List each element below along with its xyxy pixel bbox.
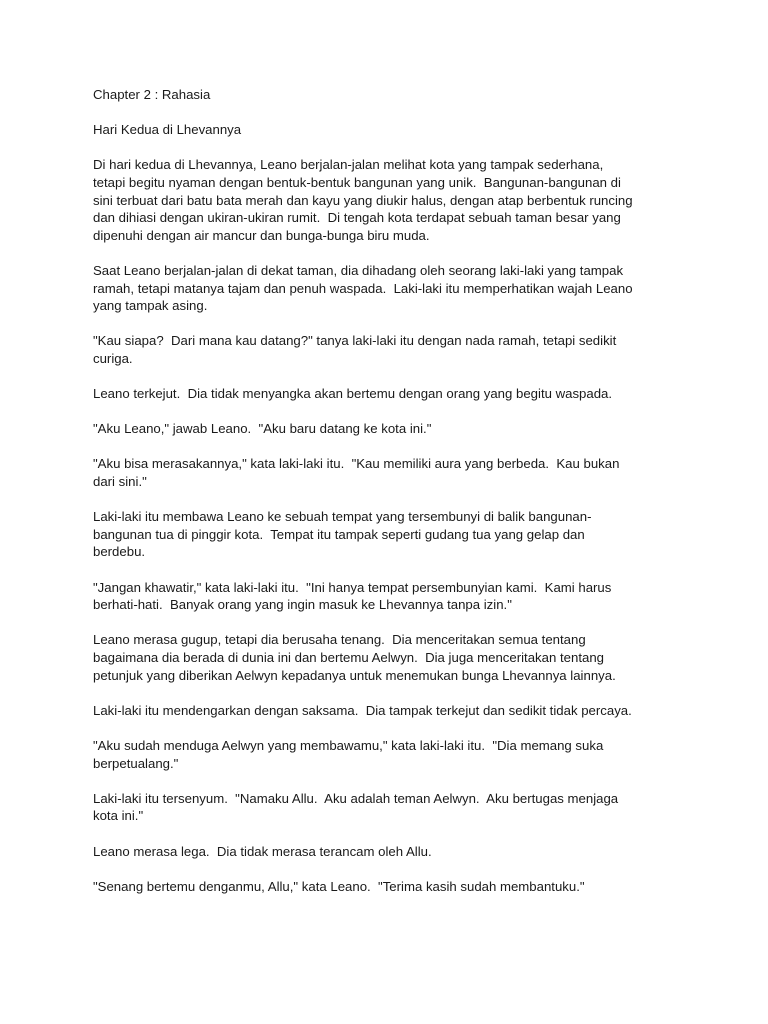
- paragraph: [93, 332, 693, 367]
- paragraph: [93, 702, 693, 720]
- paragraph-line: "Senang bertemu denganmu, Allu," kata Leano. "Terima kasih sudah membantuku.": [93, 878, 585, 894]
- paragraph-line: "Aku bisa merasakannya," kata laki-laki itu. "Kau memiliki aura yang berbeda. Kau bukan: [93, 456, 620, 472]
- paragraph-line: Di hari kedua di Lhevannya, Leano berjalan-jalan melihat kota yang tampak sederhana,: [93, 157, 604, 173]
- paragraph-line: Leano merasa lega. Dia tidak merasa terancam oleh Allu.: [93, 843, 432, 859]
- paragraph-line: bagaimana dia berada di dunia ini dan bertemu Aelwyn. Dia juga menceritakan tentang: [93, 650, 604, 665]
- paragraph-line: ramah, tetapi matanya tajam dan penuh waspada. Laki-laki itu memperhatikan wajah Leano: [93, 280, 633, 296]
- paragraph-line: bangunan tua di pinggir kota. Tempat itu tampak seperti gudang tua yang gelap dan: [93, 526, 585, 542]
- paragraph-line: dipenuhi dengan air mancur dan bunga-bunga biru muda.: [93, 227, 430, 243]
- paragraph: [93, 737, 693, 772]
- paragraph: [93, 508, 693, 561]
- paragraph-line: Laki-laki itu membawa Leano ke sebuah tempat yang tersembunyi di balik bangunan-: [93, 509, 592, 525]
- paragraph: [93, 156, 693, 244]
- paragraph: [93, 579, 693, 614]
- paragraph-line: "Aku Leano," jawab Leano. "Aku baru datang ke kota ini.": [93, 421, 432, 437]
- paragraph-line: Saat Leano berjalan-jalan di dekat taman, dia dihadang oleh seorang laki-laki yang tampak: [93, 262, 624, 278]
- paragraph-line: Laki-laki itu tersenyum. "Namaku Allu. Aku adalah teman Aelwyn. Aku bertugas menjaga: [93, 790, 619, 806]
- paragraph-line: Leano terkejut. Dia tidak menyangka akan bertemu dengan orang yang begitu waspada.: [93, 386, 613, 402]
- chapter-title: Chapter 2 : Rahasia: [93, 87, 211, 102]
- paragraph: [93, 843, 693, 861]
- paragraph-line: berpetualang.": [93, 755, 179, 771]
- paragraph: [93, 455, 693, 490]
- paragraph: [93, 790, 693, 825]
- paragraph-line: sini terbuat dari batu bata merah dan kayu yang diukir halus, dengan atap berbentuk runcing: [93, 192, 633, 208]
- paragraph-line: "Jangan khawatir," kata laki-laki itu. "Ini hanya tempat persembunyian kami. Kami harus: [93, 579, 612, 595]
- paragraph: [93, 385, 693, 403]
- paragraph-line: petunjuk yang diberikan Aelwyn kepadanya untuk menemukan bunga Lhevannya lainnya.: [93, 667, 616, 683]
- paragraph: [93, 420, 693, 438]
- paragraph-line: "Aku sudah menduga Aelwyn yang membawamu," kata laki-laki itu. "Dia memang suka: [93, 737, 604, 753]
- paragraph-line: kota ini.": [93, 808, 144, 824]
- paragraph-line: Leano merasa gugup, tetapi dia berusaha tenang. Dia menceritakan semua tentang: [93, 632, 586, 648]
- paragraph-line: dari sini.": [93, 474, 147, 490]
- paragraph-line: yang tampak asing.: [93, 298, 208, 314]
- paragraph-line: curiga.: [93, 350, 133, 366]
- section-title: Hari Kedua di Lhevannya: [93, 122, 242, 138]
- paragraph: [93, 631, 693, 684]
- paragraph-line: Laki-laki itu mendengarkan dengan saksama. Dia tampak terkejut dan sedikit tidak percaya.: [93, 702, 632, 718]
- paragraph: [93, 878, 693, 896]
- paragraph: [93, 262, 693, 315]
- paragraph-line: dan dihiasi dengan ukiran-ukiran rumit. Di tengah kota terdapat sebuah taman besar yang: [93, 210, 621, 226]
- paragraph-line: "Kau siapa? Dari mana kau datang?" tanya laki-laki itu dengan nada ramah, tetapi sedikit: [93, 333, 617, 349]
- paragraph-line: berhati-hati. Banyak orang yang ingin masuk ke Lhevannya tanpa izin.": [93, 597, 512, 613]
- paragraph-line: tetapi begitu nyaman dengan bentuk-bentuk bangunan yang unik. Bangunan-bangunan di: [93, 174, 621, 190]
- paragraph-list: [93, 156, 693, 895]
- paragraph-line: berdebu.: [93, 544, 146, 560]
- document-body: [93, 86, 693, 913]
